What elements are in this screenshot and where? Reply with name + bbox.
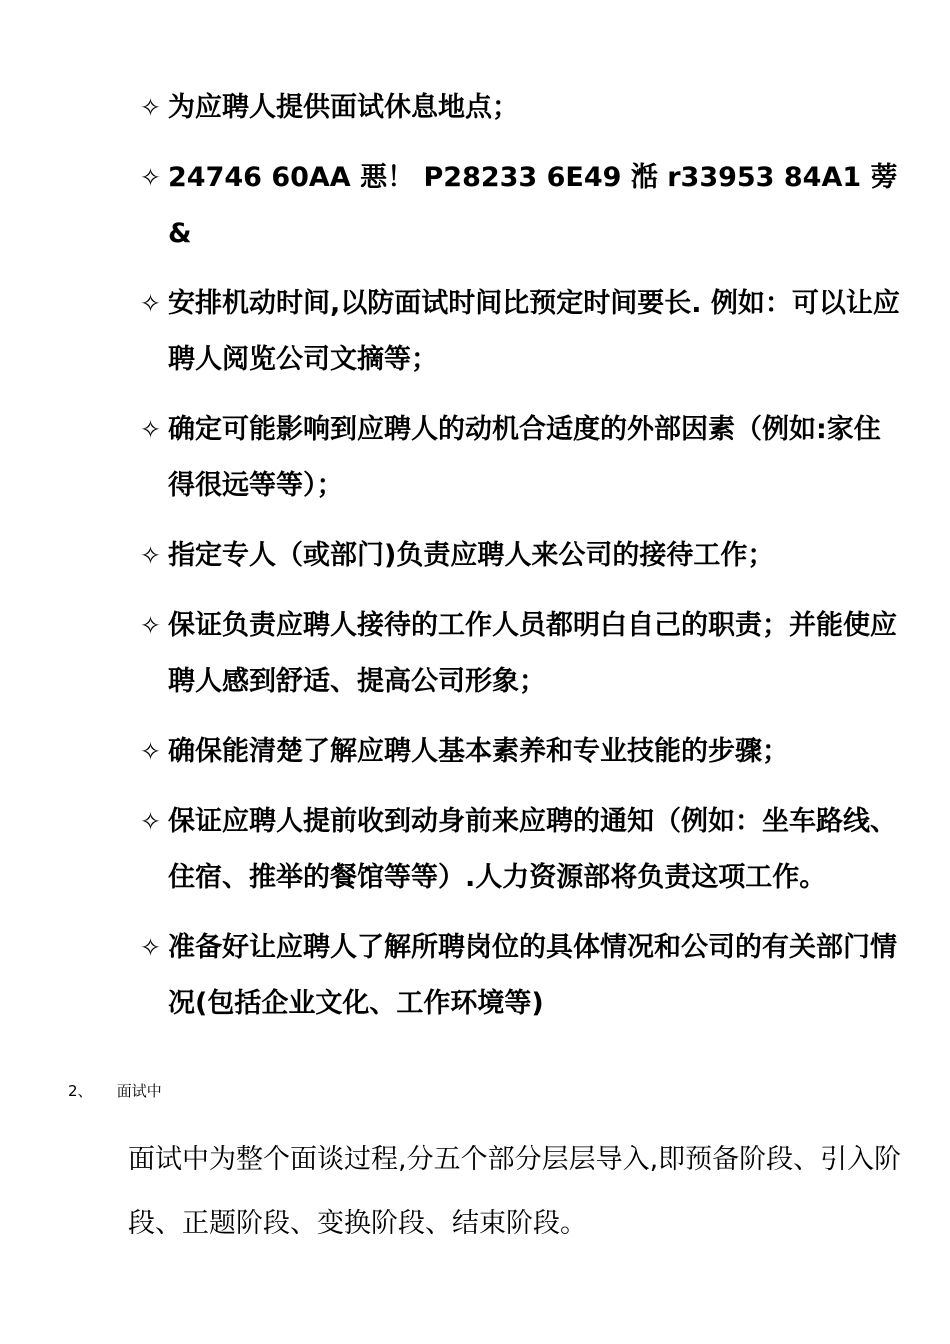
bullet-item (140, 598, 900, 710)
bullet-text: 准备好让应聘人了解所聘岗位的具体情况和公司的有关部门情况(包括企业文化、工作环境等) (168, 932, 897, 1019)
bullet-text: 24746 60AA 悪！ P28233 6E49 湉 r33953 84A1 蒡& (168, 162, 898, 249)
bullet-text: 指定专人（或部门)负责应聘人来公司的接待工作； (168, 540, 775, 571)
bullet-item (140, 920, 900, 1032)
preparation-bullet-list (140, 80, 900, 1046)
star-bullet-icon: ✧ (140, 807, 161, 836)
bullet-item (140, 276, 900, 388)
bullet-item (140, 794, 900, 906)
bullet-item (140, 724, 900, 780)
body-paragraph (68, 1128, 908, 1256)
star-bullet-icon: ✧ (140, 93, 161, 122)
bullet-text: 保证应聘人提前收到动身前来应聘的通知（例如：坐车路线、住宿、推举的餐馆等等）.人力资源部将负责这项工作。 (168, 806, 897, 893)
bullet-item (140, 80, 900, 136)
bullet-text: 安排机动时间,以防面试时间比预定时间要长. 例如：可以让应聘人阅览公司文摘等； (168, 288, 900, 375)
paragraph-text: 面试中为整个面谈过程,分五个部分层层导入,即预备阶段、引入阶段、正题阶段、变换阶段、结束阶段。 (128, 1144, 902, 1239)
bullet-item (140, 150, 900, 262)
bullet-item (140, 528, 900, 584)
star-bullet-icon: ✧ (140, 415, 161, 444)
section-number: 2、 (68, 1082, 93, 1100)
bullet-text: 确定可能影响到应聘人的动机合适度的外部因素（例如:家住得很远等等）； (168, 414, 881, 501)
bullet-text: 确保能清楚了解应聘人基本素养和专业技能的步骤； (168, 736, 789, 767)
star-bullet-icon: ✧ (140, 611, 161, 640)
bullet-text: 为应聘人提供面试休息地点； (168, 92, 519, 123)
star-bullet-icon: ✧ (140, 289, 161, 318)
section-title: 面试中 (116, 1082, 162, 1100)
star-bullet-icon: ✧ (140, 541, 161, 570)
star-bullet-icon: ✧ (140, 933, 161, 962)
section-heading (68, 1080, 162, 1101)
bullet-item (140, 402, 900, 514)
star-bullet-icon: ✧ (140, 737, 161, 766)
bullet-text: 保证负责应聘人接待的工作人员都明白自己的职责；并能使应聘人感到舒适、提高公司形象； (168, 610, 897, 697)
star-bullet-icon: ✧ (140, 163, 161, 192)
